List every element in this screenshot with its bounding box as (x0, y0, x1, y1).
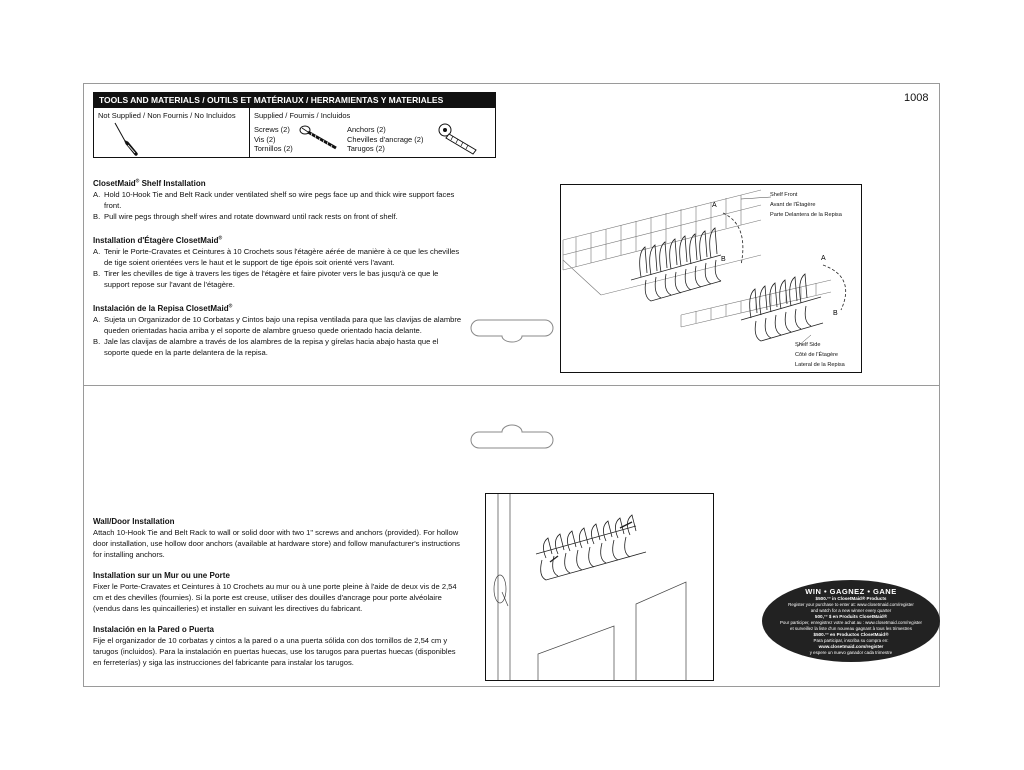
shelf-en-step-a: A. Hold 10-Hook Tie and Belt Rack under ventilated shelf so wire pegs face up and thick wire support faces front. (93, 190, 455, 210)
screws-fr: Vis (2) (254, 134, 276, 144)
door-diagram (485, 493, 714, 681)
anchors-es: Tarugos (2) (347, 144, 385, 153)
wall-en-body: Attach 10-Hook Tie and Belt Rack to wall or solid door with two 1" screws and anchors (provided). For hollow door installation, use hollow door anchors (available at hardware store) and follow manufacturer's instructions for installing anchors. (93, 528, 460, 559)
anchors-fr: Chevilles d'ancrage (2) (347, 134, 424, 144)
shelf-en-step-b: B. Pull wire pegs through shelf wires and rotate downward until rack rests on front of shelf. (93, 212, 398, 221)
promo-title: WIN • GAGNEZ • GANE (805, 587, 897, 596)
step-a-marker-top: A (712, 202, 717, 209)
model-number: 1008 (904, 92, 929, 104)
step-b-marker-bottom: B (833, 310, 838, 317)
door-rack-illustration (486, 494, 713, 680)
shelf-diagram (560, 184, 862, 373)
promo-line-10: y espere un nuevo ganador cada trimestre (809, 650, 893, 655)
anchor-icon (436, 122, 486, 156)
wall-es-title: Instalación en la Pared o Puerta (93, 625, 214, 634)
anchors-list (347, 125, 423, 154)
shelf-installation-text (93, 178, 465, 358)
wall-en-title: Wall/Door Installation (93, 517, 175, 526)
promo-line-9: www.closetmaid.com/register (818, 644, 884, 649)
screws-en: Screws (2) (254, 125, 290, 134)
step-a-marker-bottom: A (821, 255, 826, 262)
promo-line-1: $500.°° in ClosetMaid® Products (815, 596, 887, 601)
promo-line-3: and watch for a new winner every quarter (810, 608, 892, 613)
hang-tab-upper (469, 318, 555, 344)
not-supplied-cell (94, 108, 250, 157)
screw-icon (298, 124, 342, 152)
promo-badge (762, 580, 940, 662)
step-b-marker-top: B (721, 256, 726, 263)
shelf-fr-title: Installation d'Étagère ClosetMaid® (93, 235, 223, 245)
tools-materials-table (93, 92, 496, 158)
shelf-es-step-b: B. Jale las clavijas de alambre a través de los alambres de la repisa y gírelas hacia abajo hasta que el soporte quede en la parte delantera de la repisa. (93, 337, 439, 357)
promo-line-6: et surveillez la liste d'un nouveau gagnant à tous les trimestres (790, 626, 912, 631)
not-supplied-label: Not Supplied / Non Fournis / No Incluidos (98, 111, 236, 120)
promo-line-4: 500,°° $ en Produits ClosetMaid® (814, 614, 888, 619)
promo-line-7: $500.°° en Productos ClosetMaid® (813, 632, 889, 637)
promo-line-2: Register your purchase to enter at: www.closetmaid.com/register (788, 602, 914, 607)
wall-es-body: Fije el organizador de 10 corbatas y cintos a la pared o a una puerta sólida con dos tornillos de 2,54 cm y tarugos (incluidos). Para la instalación en puertas huecas, use los tarugos para puertas huecas (disponibles en ferreterías) y siga las instrucciones del fabricante para instalar los tarugos. (93, 636, 456, 667)
hang-tab-lower (469, 422, 555, 450)
wall-installation-text (93, 516, 465, 668)
shelf-front-labels: Shelf Front Avant de l'Étagère Parte Delantera de la Repisa (770, 192, 842, 218)
shelf-fr-step-a: A. Tenir le Porte-Cravates et Ceintures à 10 Crochets sous l'étagère aérée de manière à ce que les chevilles de tige soient orientées vers le haut et le support de tige épois soit orienté vers l'avant. (93, 247, 460, 267)
fold-line (83, 385, 940, 386)
shelf-fr-step-b: B. Tirer les chevilles de tige à travers les tiges de l'étagère et faire pivoter vers le bas jusqu'à ce que le support repose sur l'avant de l'étagère. (93, 269, 439, 289)
tools-header: TOOLS AND MATERIALS / OUTILS ET MATÉRIAUX / HERRAMIENTAS Y MATERIALES (94, 93, 495, 108)
promo-line-5: Pour participer, enregistrez votre achat au : www.closetmaid.com/register (779, 620, 923, 625)
shelf-es-title: Instalación de la Repisa ClosetMaid® (93, 303, 233, 313)
anchors-en: Anchors (2) (347, 125, 386, 134)
supplied-cell (250, 108, 495, 157)
screws-list (254, 125, 293, 154)
wall-fr-title: Installation sur un Mur ou une Porte (93, 571, 230, 580)
screwdriver-icon (112, 121, 142, 157)
wall-fr-body: Fixer le Porte-Cravates et Ceintures à 10 Crochets au mur ou à une porte pleine à l'aide de deux vis de 2,54 cm et des chevilles (fournies). Si la porte est creuse, utiliser des douilles d'ancrage pour porte alvéolaire (vendus dans les quincailleries) et installer en suivant les directives du fabricant. (93, 582, 457, 613)
promo-line-8: Para participar, inscriba su compra en: (813, 638, 889, 643)
supplied-label: Supplied / Fournis / Incluidos (254, 111, 351, 120)
shelf-en-title: ClosetMaid® Shelf Installation (93, 178, 206, 188)
shelf-es-step-a: A. Sujeta un Organizador de 10 Corbatas y Cintos bajo una repisa ventilada para que las clavijas de alambre queden orientadas hacia arriba y el soporte de alambre grueso quede orientado hacia delante. (93, 315, 462, 335)
shelf-side-labels: Shelf Side Côté de l'Étagère Lateral de la Repisa (795, 342, 845, 368)
screws-es: Tornillos (2) (254, 144, 293, 153)
